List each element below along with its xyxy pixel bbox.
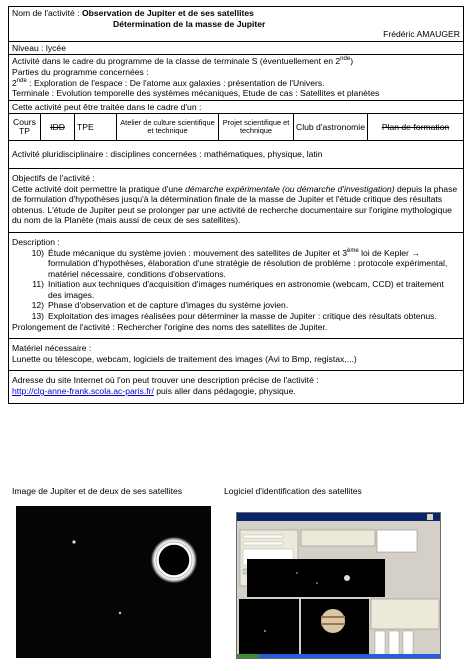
- step-text-main: Étude mécanique du système jovien : mouvement des satellites de Jupiter et 3: [48, 247, 348, 258]
- moon-dot: [296, 572, 298, 574]
- program-tail: ): [350, 56, 354, 67]
- moon-dot: [264, 630, 266, 632]
- step-number: 10): [31, 247, 44, 258]
- objectives-row: [9, 169, 463, 233]
- program-row: [9, 55, 463, 100]
- list-panel: [377, 530, 417, 552]
- parts-terminale: Terminale : Evolution temporelle des systèmes mécaniques, Etude de cas : Satellites et planètes: [12, 88, 380, 99]
- pluri-text: Activité pluridisciplinaire : disciplines concernées : mathématiques, physique, latin: [12, 149, 323, 160]
- jupiter-ring: [158, 544, 191, 577]
- step-text: [48, 248, 460, 280]
- taskbar: [237, 654, 441, 659]
- software-caption: Logiciel d'identification des satellites: [224, 486, 362, 496]
- step-number: 12): [31, 300, 44, 311]
- software-screenshot-svg: [237, 513, 441, 659]
- objectives-part2: depuis la phase de formulation d'hypothèses jusqu'à la détermination finale de la masse de Jupiter et l'étude critique des résultats obtenus. L'étude de Jupiter peut se prolonger par une activité de recherche documentaire sur l'origine mythologique du nom de la Planète (mais aussi de ceux de ses satellites).: [12, 183, 458, 226]
- equipment-heading: Matériel nécessaire :: [12, 343, 92, 354]
- program-sup: nde: [340, 56, 351, 63]
- program-text: Activité dans le cadre du programme de la classe de terminale S (éventuellement en 2: [12, 56, 341, 67]
- close-icon: [427, 514, 433, 520]
- objectives-italic: démarche expérimentale (ou démarche d'investigation): [185, 183, 395, 194]
- level-text: Niveau : lycée: [12, 42, 66, 53]
- author-name: Frédéric AMAUGER: [383, 29, 460, 40]
- options-panel: [301, 530, 375, 546]
- jupiter-photo-svg: [16, 506, 211, 658]
- website-line: [12, 386, 460, 397]
- window-titlebar: [237, 513, 441, 521]
- parts-seconde-sup: nde: [16, 77, 27, 84]
- description-step: [28, 248, 460, 280]
- website-row: [9, 371, 463, 402]
- activity-subtitle: Détermination de la masse de Jupiter: [113, 18, 266, 29]
- description-steps: [12, 248, 460, 322]
- jupiter-photo: [16, 506, 211, 658]
- description-heading: Description :: [12, 236, 60, 247]
- website-after-text: puis aller dans pédagogie, physique.: [153, 386, 296, 397]
- cell-idd: IDD: [41, 114, 75, 140]
- description-step: [28, 311, 460, 322]
- step-text-tail: loi de Kepler → formulation d'hypothèses, élaboration d'une stratégie de résolution de problème : protocole expérimental, matériel nécessaire, conditions d'observations.: [48, 247, 448, 279]
- step-text: Phase d'observation et de capture d'images du système jovien.: [48, 300, 289, 311]
- equipment-text: Lunette ou télescope, webcam, logiciels de traitement des images (Avi to Bmp, registax,...): [12, 353, 357, 364]
- step-sup: ème: [347, 247, 359, 254]
- slider: [403, 631, 413, 657]
- settings-field: [243, 535, 283, 538]
- slider: [389, 631, 399, 657]
- cell-club: Club d'astronomie: [294, 114, 368, 140]
- cell-tpe: TPE: [75, 114, 117, 140]
- equipment-row: [9, 339, 463, 371]
- frame-heading-text: Cette activité peut être traitée dans le cadre d'un :: [12, 101, 202, 112]
- start-button: [237, 654, 259, 659]
- cell-cours-tp: Cours TP: [9, 114, 41, 140]
- website-link[interactable]: http://clg-anne-frank.scola.ac-paris.fr/: [12, 386, 154, 397]
- level-row: [9, 42, 463, 56]
- website-heading: Adresse du site Internet où l'on peut trouver une description précise de l'activité :: [12, 375, 319, 386]
- jupiter-small: [344, 575, 350, 581]
- step-text: Initiation aux techniques d'acquisition d'images numériques en astronomie (webcam, CCD) et traitement des images.: [48, 279, 444, 300]
- moon-dot: [316, 582, 318, 584]
- pluri-row: [9, 141, 463, 169]
- description-step: [28, 279, 460, 300]
- name-label: Nom de l'activité :: [12, 8, 82, 18]
- view-bottom-left: [239, 599, 299, 657]
- description-step: [28, 300, 460, 311]
- view-top: [247, 559, 385, 597]
- parts-seconde: [12, 78, 460, 89]
- objectives-text: [12, 184, 460, 226]
- step-number: 13): [31, 311, 44, 322]
- objectives-heading: Objectifs de l'activité :: [12, 172, 95, 183]
- software-screenshot: [236, 512, 441, 659]
- satellite-one: [72, 540, 75, 543]
- frame-heading: [9, 101, 463, 115]
- parts-seconde-text: : Exploration de l'espace : De l'atome aux galaxies : présentation de l'Univers.: [26, 77, 325, 88]
- step-text: Exploitation des images réalisées pour déterminer la masse de Jupiter : critique des résultats obtenus.: [48, 311, 437, 322]
- jupiter-band: [321, 616, 345, 618]
- jupiter-image-caption: Image de Jupiter et de deux de ses satellites: [12, 486, 183, 496]
- objectives-part1: Cette activité doit permettre la pratique d'une: [12, 183, 186, 194]
- menu-bar: [237, 521, 441, 527]
- controls-panel: [371, 599, 439, 629]
- jupiter-band: [321, 623, 345, 625]
- cell-plan-formation: Plan de formation: [381, 122, 450, 133]
- cell-projet: Projet scientifique et technique: [219, 114, 294, 140]
- satellite-two: [119, 612, 121, 614]
- parts-heading: Parties du programme concernées :: [12, 66, 149, 77]
- description-row: [9, 233, 463, 339]
- parts-seconde-prefix: 2: [12, 77, 17, 88]
- frame-cells: [9, 114, 463, 141]
- jupiter-large: [321, 609, 345, 633]
- cell-atelier: Atelier de culture scientifique et technique: [117, 114, 219, 140]
- header-section: [9, 7, 463, 42]
- slider: [375, 631, 385, 657]
- settings-field: [243, 542, 283, 545]
- activity-title: Observation de Jupiter et de ses satellites: [81, 8, 254, 18]
- extension-text: Prolongement de l'activité : Rechercher l'origine des noms des satellites de Jupiter.: [12, 321, 328, 332]
- step-number: 11): [32, 279, 44, 290]
- activity-sheet: [8, 6, 464, 404]
